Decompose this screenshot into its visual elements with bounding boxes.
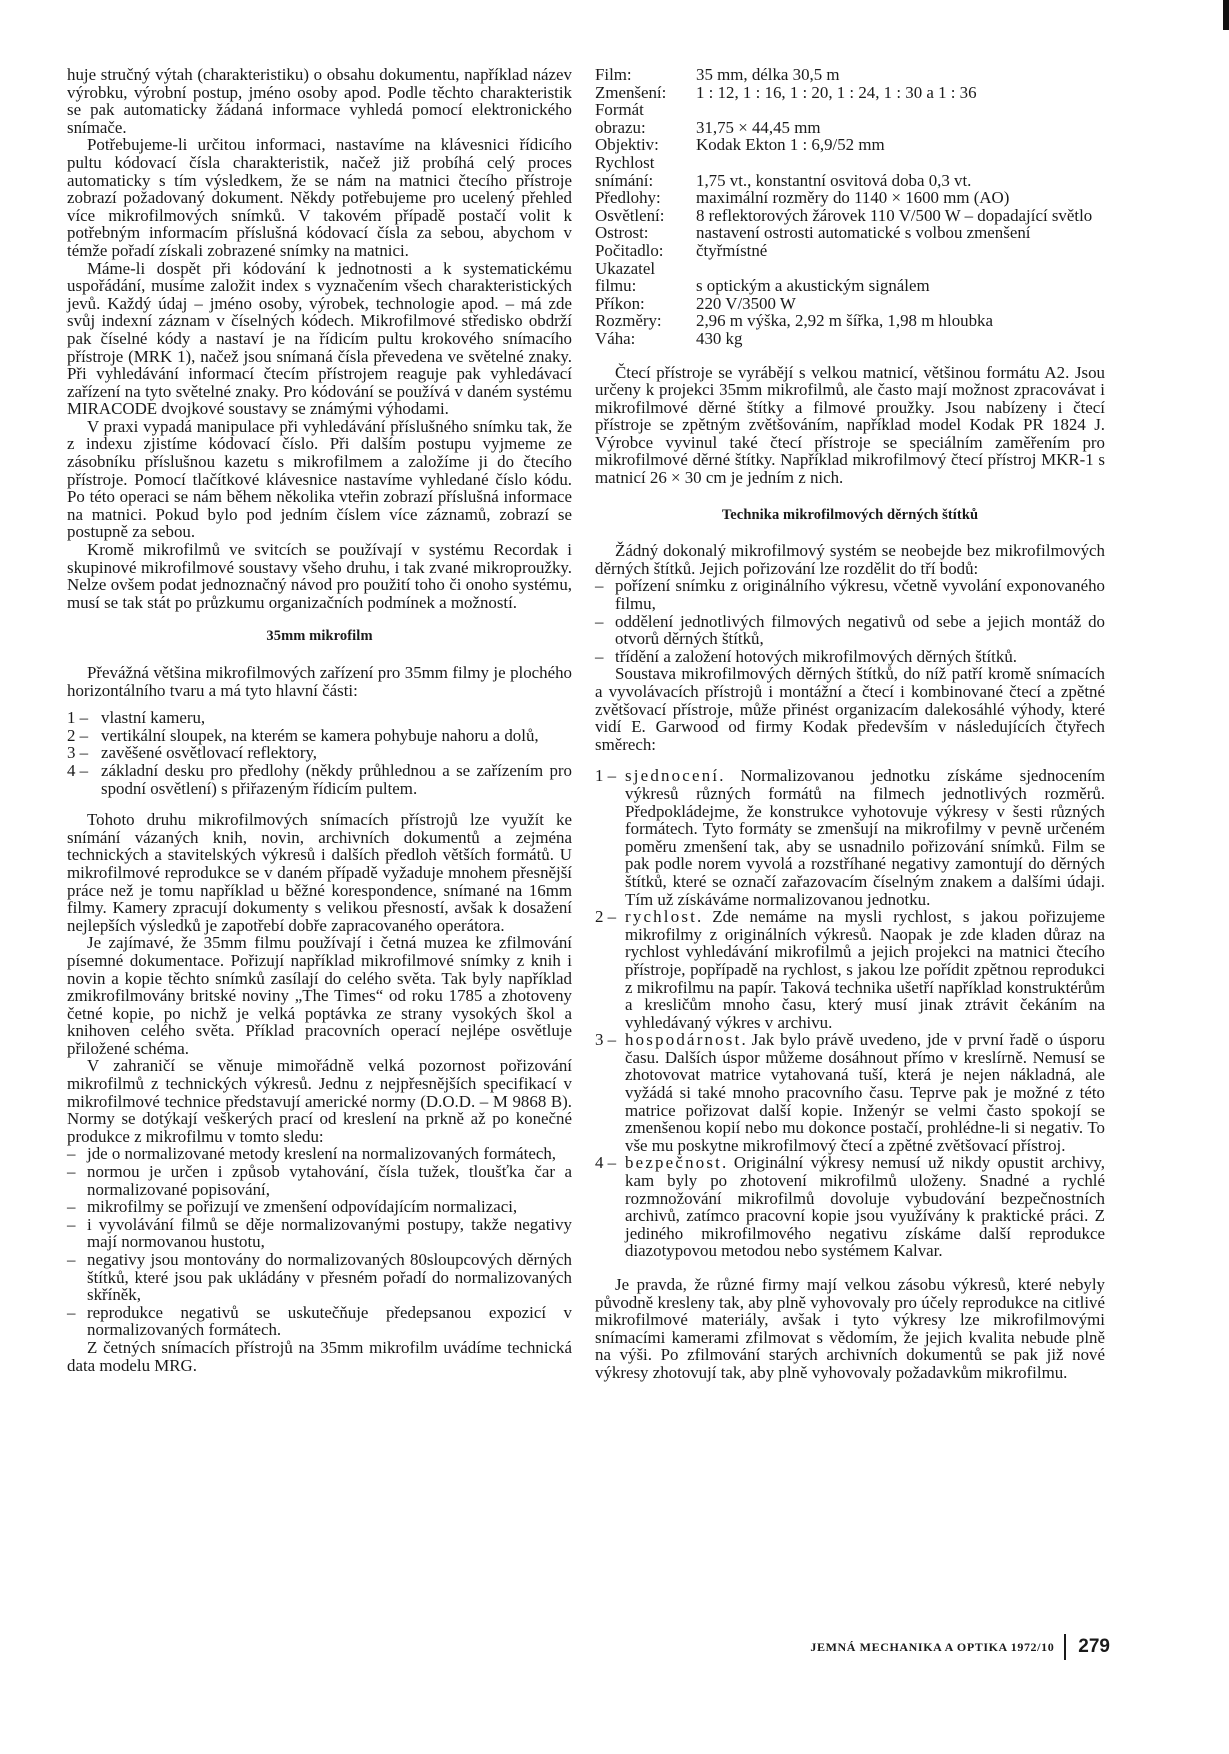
paragraph: Převážná většina mikrofilmových zařízení pro 35mm filmy je plochého horizontálního tvaru a má tyto hlavní části: (67, 663, 572, 700)
paragraph: Čtecí přístroje se vyrábějí s velkou matnicí, většinou formátu A2. Jsou určeny k projekci 35mm mikrofilmů, ale často mají možnost zpracovávat i mikrofilmové děrné štítky a filmové proužky. Jsou nabízeny i čtecí přístroje se zpětným zvětšováním, například model Kodak PR 1824 J. Výrobce vyvinul také čtecí přístroje se speciálním zaměřením pro mikrofilmové děrné štítky. Například mikrofilmový čtecí přístroj MKR-1 s matnicí 26 × 30 cm je jedním z nich. (595, 362, 1105, 488)
paragraph: Žádný dokonalý mikrofilmový systém se neobejde bez mikrofilmových děrných štítků. Jejich pořizování lze rozdělit do tří bodů: (595, 541, 1105, 578)
norms-list (67, 1145, 572, 1339)
paragraph: Potřebujeme-li určitou informaci, nastavíme na klávesnici řídicího pultu kódovací čísla charakteristik, načež již probíhá celý proces automaticky s tím výsledkem, že se nám na matnici čtecího přístroje zobrazí požadovaný dokument. Někdy potřebujeme pro ucelený přehled více mikrofilmových snímků. V takovém případě postačí volit k potřebným informacím příslušná kódovací čísla za sebou, abychom v témže pořadí získali zobrazené snímky na matnici. (67, 135, 572, 260)
benefit-term: sjednocení (625, 766, 720, 786)
list-item: – jde o normalizované metody kreslení na normalizovaných formátech, (67, 1144, 557, 1164)
list-item: – oddělení jednotlivých filmových negativů od sebe a jejich montáž do otvorů děrných štítků, (595, 611, 1105, 649)
paragraph: Soustava mikrofilmových děrných štítků, do níž patří kromě snímacích a vyvolávacích přístrojů i montážní a čtecí i kombinované čtecí a zpětné zvětšovací přístroje, může přinést organizacím dalekosáhlé výhody, které vidí E. Garwood od firmy Kodak především v následujících čtyřech směrech: (595, 664, 1105, 754)
spec-row: Formát (595, 100, 644, 120)
spec-row: Rozměry: 2,96 m výška, 2,92 m šířka, 1,98 m hloubka (595, 311, 993, 331)
benefit-term: bezpečnost (625, 1153, 723, 1173)
list-item: – třídění a založení hotových mikrofilmových děrných štítků. (595, 646, 1017, 666)
paragraph: huje stručný výtah (charakteristiku) o obsahu dokumentu, například název výrobku, výrobní postup, jméno osoby apod. Podle těchto charakteristik se pak automaticky žádaná informace vyhledá pomocí elektronického snímače. (67, 65, 572, 137)
left-column (67, 66, 572, 1374)
benefit-term: hospodárnost (625, 1030, 742, 1050)
paragraph: Tohoto druhu mikrofilmových snímacích přístrojů lze využít ke snímání vázaných knih, novin, archivních dokumentů a zejména technických a stavitelských výkresů i dalších předloh větších formátů. U mikrofilmové reprodukce se v daném případě vyžaduje mnohem přesnější práce než je tomu například u běžné korespondence, snímané na 16mm filmy. Kamery zpracují dokumenty s velikou přesností, avšak k dosažení nejlepších výsledků je zapotřebí dobře zapracovaného operátora. (67, 810, 572, 935)
paragraph: V zahraničí se věnuje mimořádně velká pozornost pořizování mikrofilmů z technických výkresů. Jednu z nejpřesnějších specifikací v mikrofilmové technice představují americké normy (D.O.D. – M 9868 B). Normy se dotýkají veškerých prací od kreslení na prkně až po konečné produkce z mikrofilmu v tomto sledu: (67, 1056, 572, 1146)
list-item: – normou je určen i způsob vytahování, čísla tužek, tloušťka čar a normalizované popisování, (67, 1162, 572, 1199)
spec-row: Ukazatel (595, 258, 656, 278)
journal-title: JEMNÁ MECHANIKA A OPTIKA 1972/10 (810, 1639, 1055, 1654)
list-item: 1 – sjednocení. Normalizovanou jednotku získáme sjednocením výkresů různých formátů na filmech jednotlivých rozměrů. Předpokládejme, že konstrukce vyhotovuje výkresy v šesti různých formátech. Tyto formáty se zmenšují na mikrofilmy v pevně určeném poměru zmenšení tak, aby se usnadnilo pořizování snímků. Film se pak podle norem vyvolá a rozstříhané negativy zamontují do děrných štítků, které se označí zařazovacím číselným znakem a dalšími údaji. Tím už získáváme normalizovanou jednotku. (595, 766, 1105, 909)
list-item: – i vyvolávání filmů se děje normalizovanými postupy, takže negativy mají normovanou hustotu, (67, 1214, 572, 1252)
scan-edge-mark (1223, 0, 1229, 30)
benefit-term: rychlost (625, 907, 698, 927)
spec-row: Váha: 430 kg (595, 328, 743, 348)
spec-row: Předlohy: maximální rozměry do 1140 × 1600 mm (AO) (595, 188, 1010, 208)
list-item: 4 – bezpečnost. Originální výkresy nemusí už nikdy opustit archivy, kam byly po zhotovení mikrofilmů uloženy. Snadné a rychlé rozmnožování mikrofilmů dovoluje vybudování bezpečnostních archivů, zatímco pracovní kopie jsou využívány k praktické práci. Z jediného mikrofilmového negativu získáme další reprodukce diazotypovou metodou nebo systémem Kalvar. (595, 1153, 1105, 1261)
paragraph: Je zajímavé, že 35mm filmu používají i četná muzea ke zfilmování písemné dokumentace. Pořizují například mikrofilmové snímky z knih i novin a kopie těchto snímků zasílají do celého světa. Tak byly například zmikrofilmovány britské noviny „The Times“ od roku 1785 a zhotoveny četné kopie, po nichž je velká poptávka ze strany vysokých škol a knihoven celého světa. Příklad pracovních operací nejlépe osvětluje přiložené schéma. (67, 933, 572, 1058)
card-steps-list (595, 577, 1105, 665)
spec-row: snímání: 1,75 vt., konstantní osvitová doba 0,3 vt. (595, 170, 972, 190)
list-item: – reprodukce negativů se uskutečňuje předepsanou expozicí v normalizovaných formátech. (67, 1302, 572, 1340)
paragraph: Kromě mikrofilmů ve svitcích se používají v systému Recordak i skupinové mikrofilmové soustavy všeho druhu, i tak zvané mikroproužky. Nelze ovšem podat jednoznačný návod pro použití toho či onoho systému, musí se tak stát po průzkumu organizačních podmínek a možností. (67, 540, 572, 612)
spec-row: obrazu: 31,75 × 44,45 mm (595, 117, 821, 137)
list-item: 3 – zavěšené osvětlovací reflektory, (67, 743, 318, 763)
paragraph: Máme-li dospět při kódování k jednotnosti a k systematickému uspořádání, musíme založit index s vyznačením všech charakteristických jevů. Každý údaj – jméno osoby, výrobek, technologie apod. – má zde svůj indexní záznam v číselných kódech. Mikrofilmové středisko obdrží pak číselné kódy a nastaví je na řídicím pultu krokového snímacího přístroje (MRK 1), načež jsou snímaná čísla převedena ve světelné znaky. Při vyhledávání informací čtecím přístrojem reaguje pak vyhledávací zařízení na tyto světelné znaky. Pro kódování se používá v daném systému MIRACODE dvojkové soustavy se známými výhodami. (67, 258, 572, 419)
section-heading-punch-cards: Technika mikrofilmových děrných štítků (721, 506, 979, 523)
list-item: – mikrofilmy se pořizují ve zmenšení odpovídajícím normalizaci, (67, 1197, 518, 1217)
list-item: 2 – vertikální sloupek, na kterém se kamera pohybuje nahoru a dolů, (67, 725, 539, 745)
list-item: 3 – hospodárnost. Jak bylo právě uvedeno, jde v první řadě o úsporu času. Dalších úspor můžeme dosáhnout přímo v kreslírně. Nemusí se zhotovovat matrice vytahovaná tuší, která je nejen nákladná, ale vyžádá si také mnoho pracovního času. Teprve pak je možné z této matrice pořizovat další kopie. Inženýr se velmi často spokojí se zmenšenou kopií nebo mu dokonce postačí, prohlédne-li si negativ. To vše mu poskytne mikrofilmový čtecí a zpětné zvětšovací přístroj. (595, 1030, 1105, 1155)
spec-row: Rychlost (595, 152, 655, 172)
spec-row: Příkon: 220 V/3500 W (595, 293, 796, 313)
section-heading-35mm: 35mm mikrofilm (266, 628, 373, 645)
page-number: 279 (1078, 1636, 1110, 1657)
spec-row: filmu: s optickým a akustickým signálem (595, 276, 930, 296)
spec-row: Počitadlo: čtyřmístné (595, 240, 768, 260)
list-item: 2 – rychlost. Zde nemáme na mysli rychlost, s jakou pořizujeme mikrofilmy z originálních výkresů. Naopak je zde kladen důraz na rychlost vyhledávání mikrofilmů a jejich projekci na matnici čtecího přístroje, popřípadě na rychlost, s jakou lze pořídit zpětnou reprodukci z mikrofilmu na papír. Taková technika ušetří například konstruktérům a kresličům mnoho času, který musí jinak ztrávit čekáním na vyhledávaný výkres v archivu. (595, 907, 1105, 1032)
list-item: – pořízení snímku z originálního výkresu, včetně vyvolání exponovaného filmu, (595, 576, 1105, 614)
benefits-list (595, 767, 1105, 1260)
list-item: 4 – základní desku pro předlohy (někdy průhlednou a se zařízením pro spodní osvětlení) s přiřazeným řídicím pultem. (67, 760, 572, 798)
list-item: – negativy jsou montovány do normalizovaných 80sloupcových děrných štítků, které jsou pak ukládány v přesném pořadí do normalizovaných skříněk, (67, 1250, 572, 1305)
spec-row: Osvětlení: 8 reflektorových žárovek 110 V/500 W – dopadající světlo (595, 205, 1093, 225)
spec-row: Zmenšení: 1 : 12, 1 : 16, 1 : 20, 1 : 24, 1 : 30 a 1 : 36 (595, 82, 977, 102)
paragraph: Je pravda, že různé firmy mají velkou zásobu výkresů, které nebyly původně kresleny tak, aby plně vyhovovaly pro účely reprodukce na citlivé mikrofilmové materiály, avšak i tyto výkresy lze mikrofilmovými snímacími kamerami zfilmovat s vědomím, že jejich kvalita nebude plně na výši. Po zfilmování starých archivních dokumentů se pak již nové výkresy zhotovují tak, aby plně vyhovovaly požadavkům mikrofilmu. (595, 1275, 1105, 1382)
page-footer (680, 1632, 1110, 1662)
paragraph: V praxi vypadá manipulace při vyhledávání příslušného snímku tak, že z indexu zjistíme kódovací číslo. Při dalším postupu vyjmeme ze zásobníku příslušnou kazetu s mikrofilmem a založíme ji do čtecího přístroje. Pomocí tlačítkové klávesnice nastavíme vyhledané číslo kódu. Po této operaci se nám během několika vteřin zobrazí příslušná informace na matnici. Pokud bylo pod jedním číslem více záznamů, zobrazí se postupně za sebou. (67, 416, 572, 542)
spec-row: Objektiv: Kodak Ekton 1 : 6,9/52 mm (595, 135, 885, 155)
parts-list (67, 709, 572, 797)
spec-row: Film: 35 mm, délka 30,5 m (595, 65, 840, 84)
right-column (595, 66, 1105, 1382)
list-item: 1 – vlastní kameru, (67, 708, 206, 728)
spec-row: Ostrost: nastavení ostrosti automatické s volbou zmenšení (595, 223, 1031, 243)
mrg-spec-table (595, 66, 1105, 348)
paragraph: Z četných snímacích přístrojů na 35mm mikrofilm uvádíme technická data modelu MRG. (67, 1337, 572, 1375)
footer-divider (1064, 1634, 1066, 1660)
